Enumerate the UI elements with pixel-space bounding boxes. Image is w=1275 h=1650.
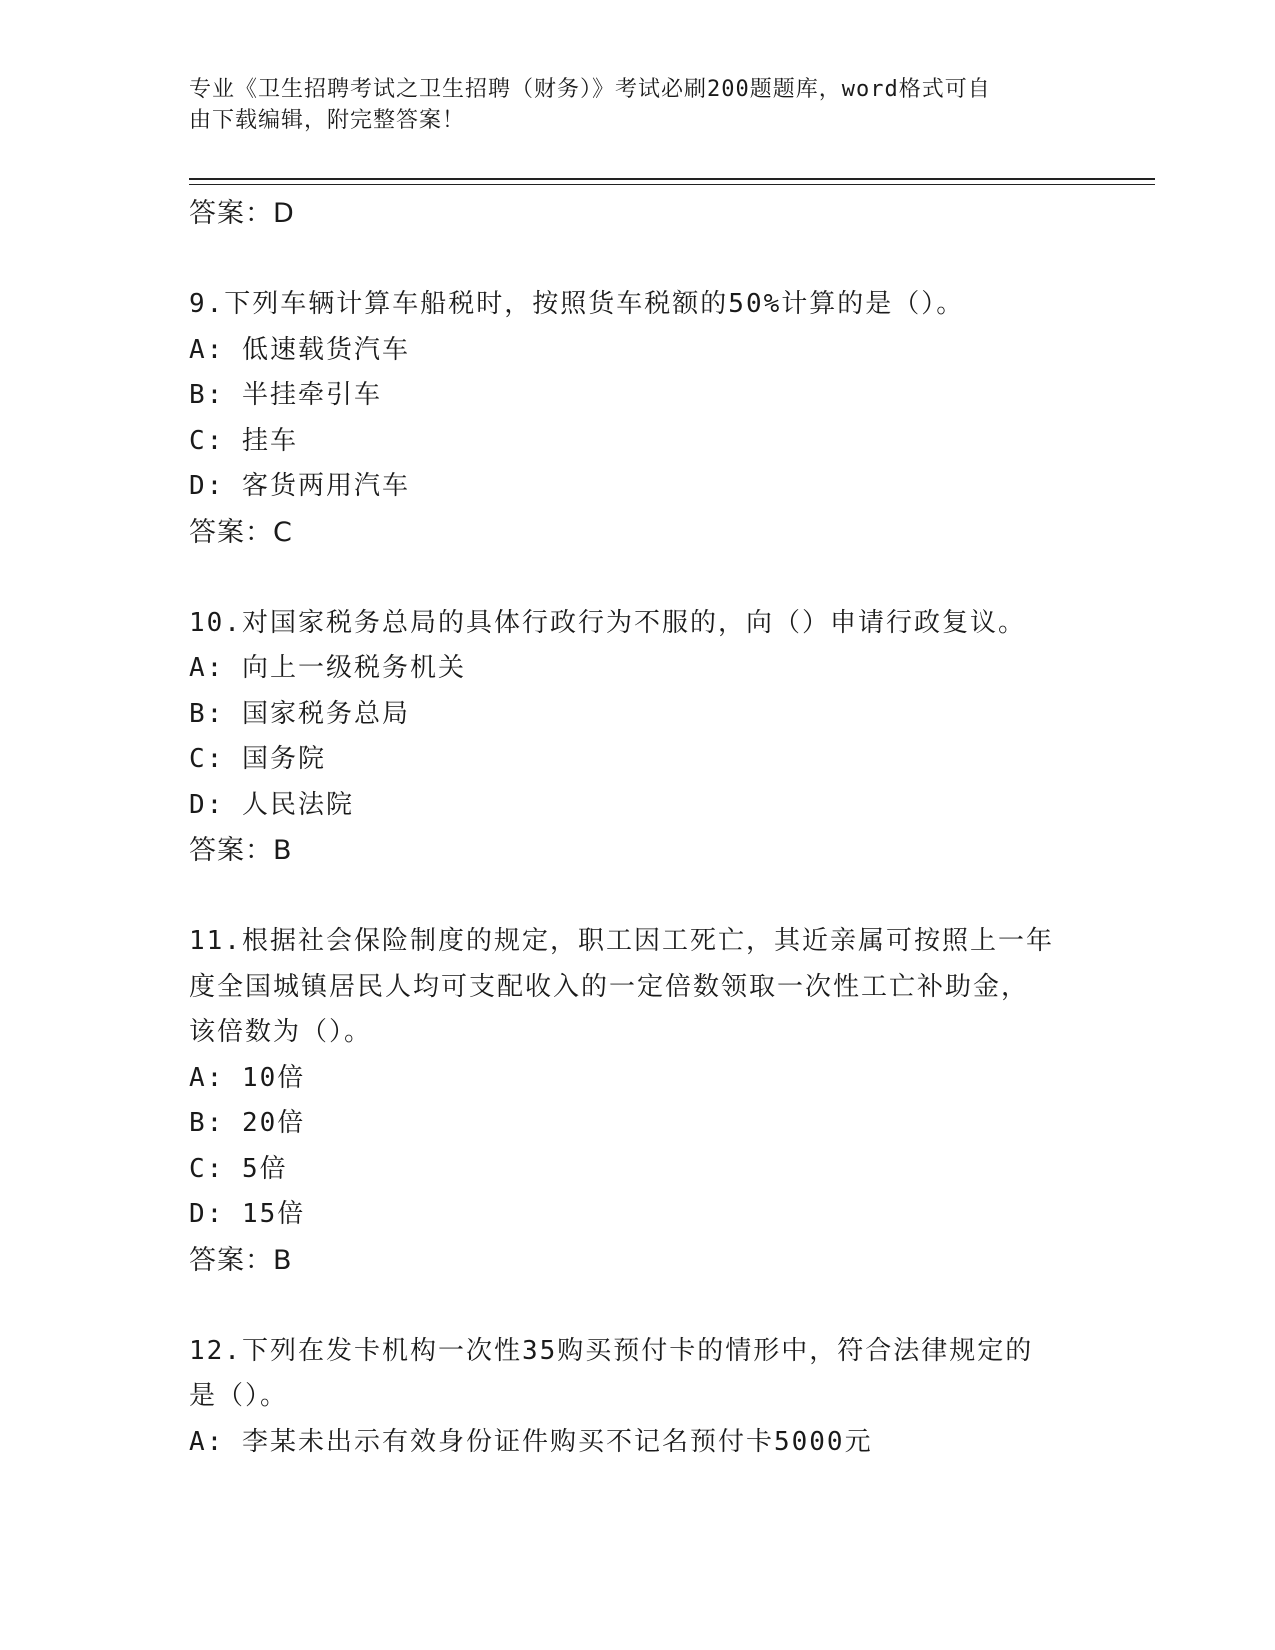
option-d: D: 15倍 [189, 1199, 306, 1229]
option-b: B: 半挂牵引车 [189, 380, 382, 410]
header-divider-thick [189, 178, 1155, 180]
spacer [189, 555, 1089, 601]
option-b: B: 20倍 [189, 1108, 306, 1138]
question-list [189, 191, 1089, 1465]
question-stem-line-2: 度全国城镇居民人均可支配收入的一定倍数领取一次性工亡补助金， [189, 971, 1030, 1002]
option-a: A: 向上一级税务机关 [189, 653, 466, 683]
document-header [189, 74, 1089, 136]
option-a: A: 李某未出示有效身份证件购买不记名预付卡5000元 [189, 1426, 873, 1457]
answer-text: 答案：C [189, 516, 293, 548]
option-d: D: 人民法院 [189, 789, 354, 820]
answer-text: 答案：B [189, 835, 293, 866]
header-line-2: 由下载编辑，附完整答案！ [189, 108, 466, 133]
question-stem-line-1: 11.根据社会保险制度的规定，职工因工死亡，其近亲属可按照上一年 [189, 926, 1054, 956]
option-a: A: 10倍 [189, 1062, 306, 1093]
question-stem-line-3: 该倍数为（）。 [189, 1017, 373, 1047]
spacer [189, 874, 1089, 920]
question-stem: 10.对国家税务总局的具体行政行为不服的，向（）申请行政复议。 [189, 607, 1026, 638]
answer-text: 答案：B [189, 1244, 293, 1276]
option-c: C: 5倍 [189, 1153, 288, 1184]
spacer [189, 237, 1089, 283]
question-item [189, 601, 1089, 874]
option-c: C: 挂车 [189, 425, 298, 456]
option-b: B: 国家税务总局 [189, 698, 410, 729]
header-divider-thin [189, 184, 1155, 185]
option-a: A: 低速载货汽车 [189, 334, 410, 365]
option-d: D: 客货两用汽车 [189, 471, 410, 501]
answer-text: 答案：D [189, 198, 295, 229]
question-stem-line-2: 是（）。 [189, 1381, 289, 1411]
question-item [189, 282, 1089, 555]
option-c: C: 国务院 [189, 744, 326, 774]
question-item [189, 919, 1089, 1283]
spacer [189, 1283, 1089, 1329]
question-stem-line-1: 12.下列在发卡机构一次性35购买预付卡的情形中，符合法律规定的 [189, 1335, 1034, 1366]
header-line-1: 专业《卫生招聘考试之卫生招聘（财务）》考试必刷200题题库，word格式可自 [189, 77, 991, 102]
question-stem: 9.下列车辆计算车船税时，按照货车税额的50%计算的是（）。 [189, 289, 965, 319]
question-item [189, 1329, 1089, 1466]
